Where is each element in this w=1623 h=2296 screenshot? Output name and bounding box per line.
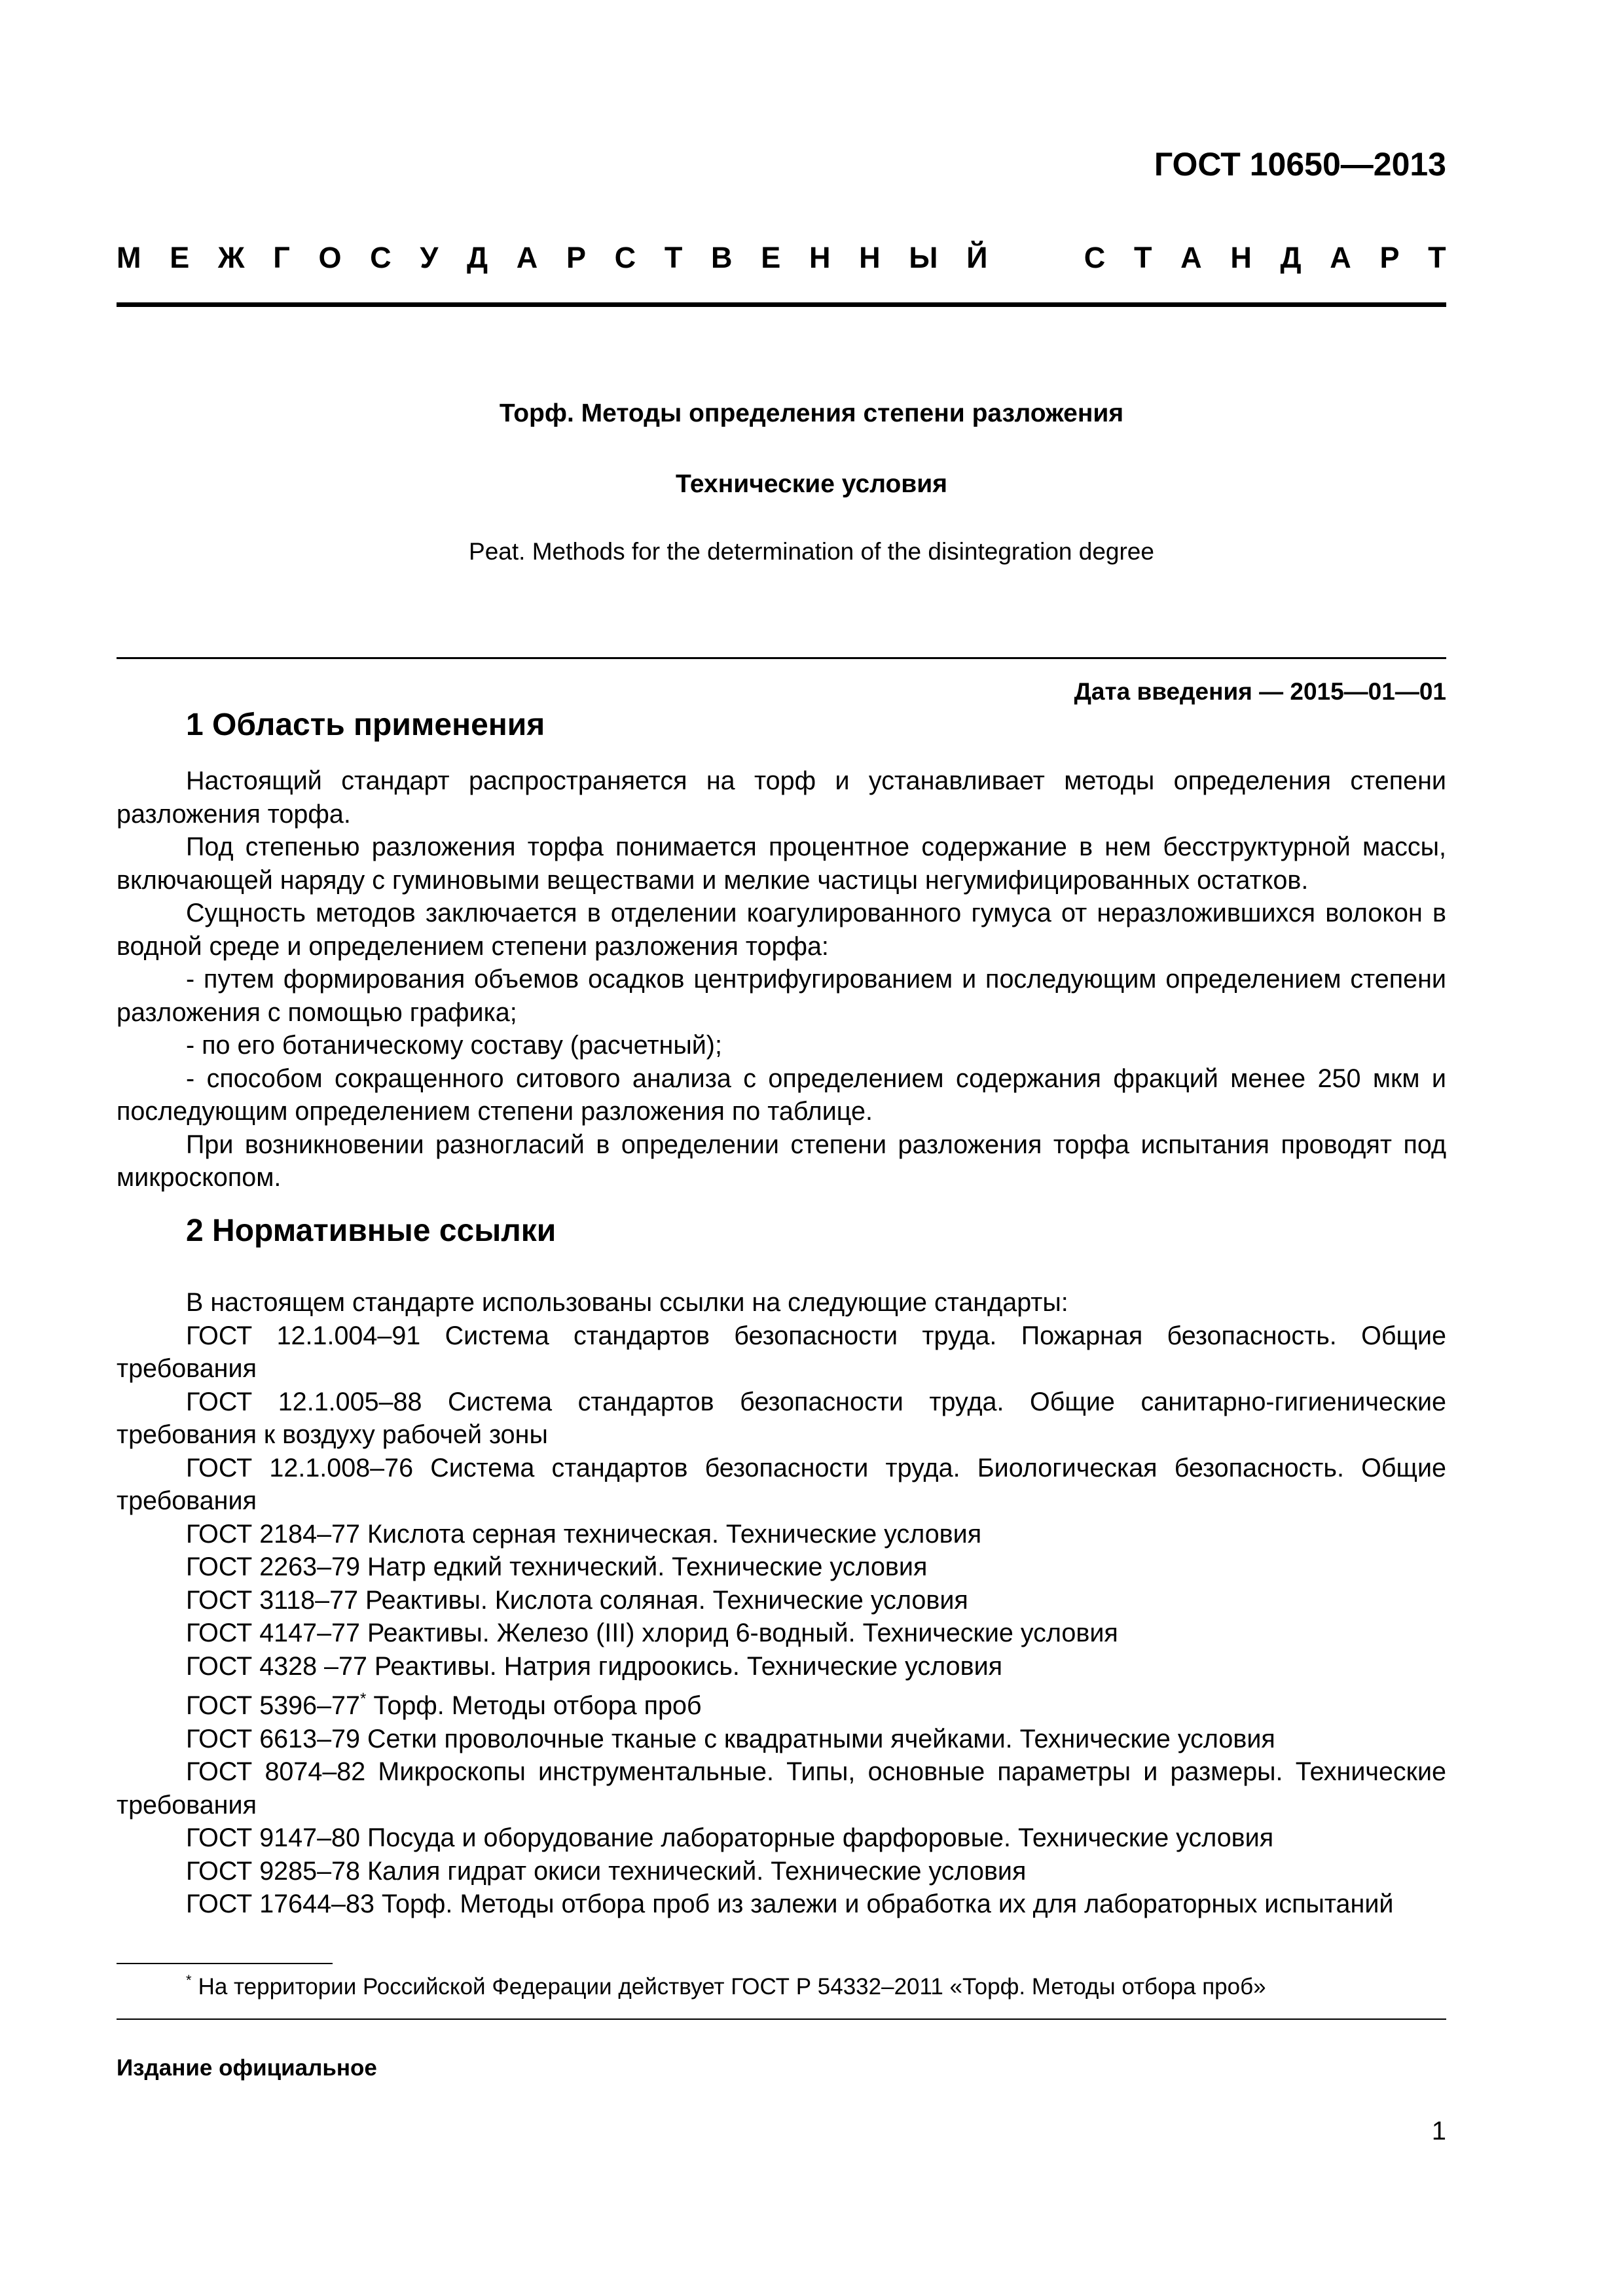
interstate-standard-banner xyxy=(117,241,1446,275)
footnote-separator xyxy=(117,1963,333,1964)
banner-letter: С xyxy=(1084,241,1106,274)
paragraph: - путем формирования объемов осадков центрифугированием и последующим определением степени разложения с помощью графика; xyxy=(117,965,1446,1027)
reference-item: ГОСТ 2263–79 Натр едкий технический. Технические условия xyxy=(186,1552,928,1581)
reference-item-with-footnote xyxy=(117,1683,1446,1723)
reference-item: ГОСТ 9285–78 Калия гидрат окиси технический. Технические условия xyxy=(186,1856,1027,1886)
reference-title: Торф. Методы отбора проб xyxy=(366,1691,702,1720)
banner-letter: Н xyxy=(1230,241,1252,274)
banner-letter: Р xyxy=(1379,241,1400,274)
paragraph: - способом сокращенного ситового анализа с определением содержания фракций менее 250 мкм и последующим определением степени разложения по таблице. xyxy=(117,1064,1446,1126)
banner-letter: Ж xyxy=(217,241,245,274)
reference-item: ГОСТ 8074–82 Микроскопы инструментальные. Типы, основные параметры и размеры. Технические требования xyxy=(117,1757,1446,1820)
banner-letter: Й xyxy=(966,241,988,274)
banner-letter: В xyxy=(711,241,733,274)
banner-letter: Т xyxy=(1428,241,1446,274)
banner-letter: С xyxy=(614,241,636,274)
banner-letter: О xyxy=(318,241,342,274)
title-russian: Торф. Методы определения степени разложения xyxy=(499,399,1124,427)
paragraph: При возникновении разногласий в определении степени разложения торфа испытания проводят под микроскопом. xyxy=(117,1130,1446,1192)
paragraph: - по его ботаническому составу (расчетный); xyxy=(186,1031,722,1060)
header-divider xyxy=(117,302,1446,307)
subtitle-russian: Технические условия xyxy=(675,470,947,498)
reference-item: ГОСТ 12.1.005–88 Система стандартов безопасности труда. Общие санитарно-гигиенические требования к воздуху рабочей зоны xyxy=(117,1387,1446,1449)
section-scope-body xyxy=(117,764,1446,1194)
reference-item: ГОСТ 17644–83 Торф. Методы отбора проб из залежи и обработка их для лабораторных испытаний xyxy=(186,1890,1394,1918)
banner-letter: Е xyxy=(170,241,190,274)
document-number: ГОСТ 10650—2013 xyxy=(1154,146,1446,183)
banner-letter: Т xyxy=(664,241,683,274)
footer-divider xyxy=(117,2018,1446,2020)
footnote-text: На территории Российской Федерации действует ГОСТ Р 54332–2011 «Торф. Методы отбора проб» xyxy=(198,1974,1266,2000)
banner-letter: Е xyxy=(761,241,781,274)
reference-item: ГОСТ 3118–77 Реактивы. Кислота соляная. Технические условия xyxy=(186,1585,968,1615)
reference-code: ГОСТ 5396–77 xyxy=(186,1691,360,1720)
banner-letter: Т xyxy=(1133,241,1152,274)
banner-letter: У xyxy=(420,241,439,274)
banner-letter: Н xyxy=(809,241,831,274)
paragraph: Под степенью разложения торфа понимается процентное содержание в нем бесструктурной массы, включающей наряду с гуминовыми веществами и мелкие частицы негумифицированных остатков. xyxy=(117,833,1446,895)
banner-letter: Н xyxy=(859,241,881,274)
section-heading-scope: 1 Область применения xyxy=(186,708,545,742)
footnote-mark: * xyxy=(186,1972,192,1988)
reference-item: ГОСТ 6613–79 Сетки проволочные тканые с квадратными ячейками. Технические условия xyxy=(186,1724,1275,1753)
banner-letter: А xyxy=(1180,241,1202,274)
section-references-body xyxy=(117,1286,1446,1921)
banner-letter: А xyxy=(1330,241,1351,274)
reference-item: ГОСТ 9147–80 Посуда и оборудование лабораторные фарфоровые. Технические условия xyxy=(186,1823,1274,1852)
banner-letter: Д xyxy=(467,241,488,274)
paragraph: Сущность методов заключается в отделении коагулированного гумуса от неразложившихся волокон в водной среде и определением степени разложения торфа: xyxy=(117,899,1446,961)
title-english: Peat. Methods for the determination of the disintegration degree xyxy=(469,538,1154,565)
banner-letter: Ы xyxy=(909,241,938,274)
reference-item: ГОСТ 4147–77 Реактивы. Железо (III) хлорид 6-водный. Технические условия xyxy=(186,1619,1118,1647)
banner-letter: Р xyxy=(566,241,586,274)
paragraph: В настоящем стандарте использованы ссылки на следующие стандарты: xyxy=(186,1288,1068,1317)
banner-letter: С xyxy=(370,241,392,274)
banner-letter: Г xyxy=(273,241,290,274)
banner-letter: Д xyxy=(1280,241,1302,274)
reference-item: ГОСТ 12.1.008–76 Система стандартов безопасности труда. Биологическая безопасность. Общие требования xyxy=(117,1453,1446,1515)
page-number: 1 xyxy=(1431,2117,1446,2145)
section-heading-references: 2 Нормативные ссылки xyxy=(186,1213,556,1248)
reference-item: ГОСТ 4328 –77 Реактивы. Натрия гидроокись. Технические условия xyxy=(186,1651,1003,1681)
reference-item: ГОСТ 2184–77 Кислота серная техническая. Технические условия xyxy=(186,1519,982,1549)
edition-label: Издание официальное xyxy=(117,2055,377,2081)
paragraph: Настоящий стандарт распространяется на торф и устанавливает методы определения степени разложения торфа. xyxy=(117,766,1446,829)
reference-item: ГОСТ 12.1.004–91 Система стандартов безопасности труда. Пожарная безопасность. Общие требования xyxy=(117,1321,1446,1383)
introduction-date: Дата введения — 2015—01—01 xyxy=(1074,678,1446,705)
banner-letter: М xyxy=(117,241,141,274)
footnote xyxy=(186,1972,1266,2000)
banner-letter: А xyxy=(516,241,538,274)
title-divider xyxy=(117,657,1446,659)
footnote-mark: * xyxy=(360,1690,367,1708)
banner-word-gap xyxy=(1016,241,1055,275)
